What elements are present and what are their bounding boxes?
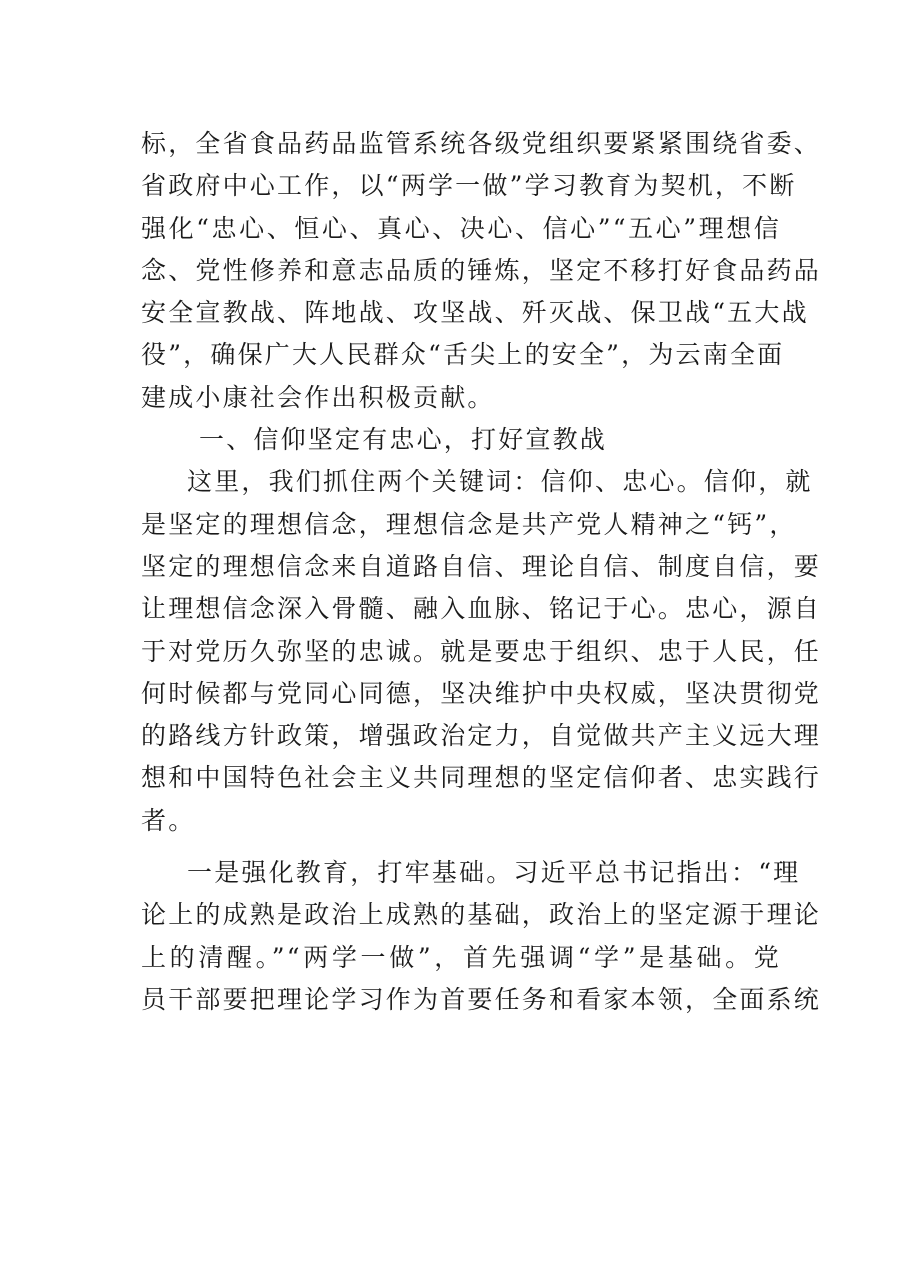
text-line: 标，全省食品药品监管系统各级党组织要紧紧围绕省委、	[141, 129, 822, 158]
text-line: 念、党性修养和意志品质的锤炼，坚定不移打好食品药品	[141, 255, 822, 285]
paragraph-education	[141, 852, 822, 1021]
text-line: 役”，确保广大人民群众“舌尖上的安全”，为云南全面	[141, 340, 785, 370]
text-line: 强化“忠心、恒心、真心、决心、信心”“五心”理想信	[141, 213, 781, 243]
text-line: 上的清醒。”“两学一做”，首先强调“学”是基础。党	[141, 942, 781, 972]
paragraph-faith-loyalty	[141, 461, 822, 842]
text-line: 于对党历久弥坚的忠诚。就是要忠于组织、忠于人民，任	[141, 636, 822, 666]
text-line: 想和中国特色社会主义共同理想的坚定信仰者、忠实践行	[141, 763, 822, 793]
text-line: 省政府中心工作，以“两学一做”学习教育为契机，不断	[141, 171, 797, 201]
text-line: 员干部要把理论学习作为首要任务和看家本领，全面系统	[141, 984, 822, 1014]
text-line: 坚定的理想信念来自道路自信、理论自信、制度自信，要	[141, 551, 822, 581]
text-line: 的路线方针政策，增强政治定力，自觉做共产主义远大理	[141, 721, 822, 751]
paragraph-spacer	[141, 842, 781, 852]
heading-text: 一、信仰坚定有忠心，打好宣教战	[199, 425, 608, 455]
text-line: 建成小康社会作出积极贡献。	[141, 382, 495, 412]
document-body	[141, 123, 822, 1021]
text-line: 是坚定的理想信念，理想信念是共产党人精神之“钙”，	[141, 509, 797, 539]
text-line: 这里，我们抓住两个关键词：信仰、忠心。信仰，就	[187, 467, 813, 497]
text-line: 一是强化教育，打牢基础。习近平总书记指出：“理	[187, 858, 801, 888]
section-heading	[141, 419, 781, 461]
text-line: 论上的成熟是政治上成熟的基础，政治上的坚定源于理论	[141, 900, 822, 930]
paragraph-intro	[141, 123, 822, 419]
text-line: 让理想信念深入骨髓、融入血脉、铭记于心。忠心，源自	[141, 594, 822, 624]
text-line: 安全宣教战、阵地战、攻坚战、歼灭战、保卫战“五大战	[141, 298, 809, 328]
text-line: 者。	[141, 805, 196, 835]
text-line: 何时候都与党同心同德，坚决维护中央权威，坚决贯彻党	[141, 678, 822, 708]
